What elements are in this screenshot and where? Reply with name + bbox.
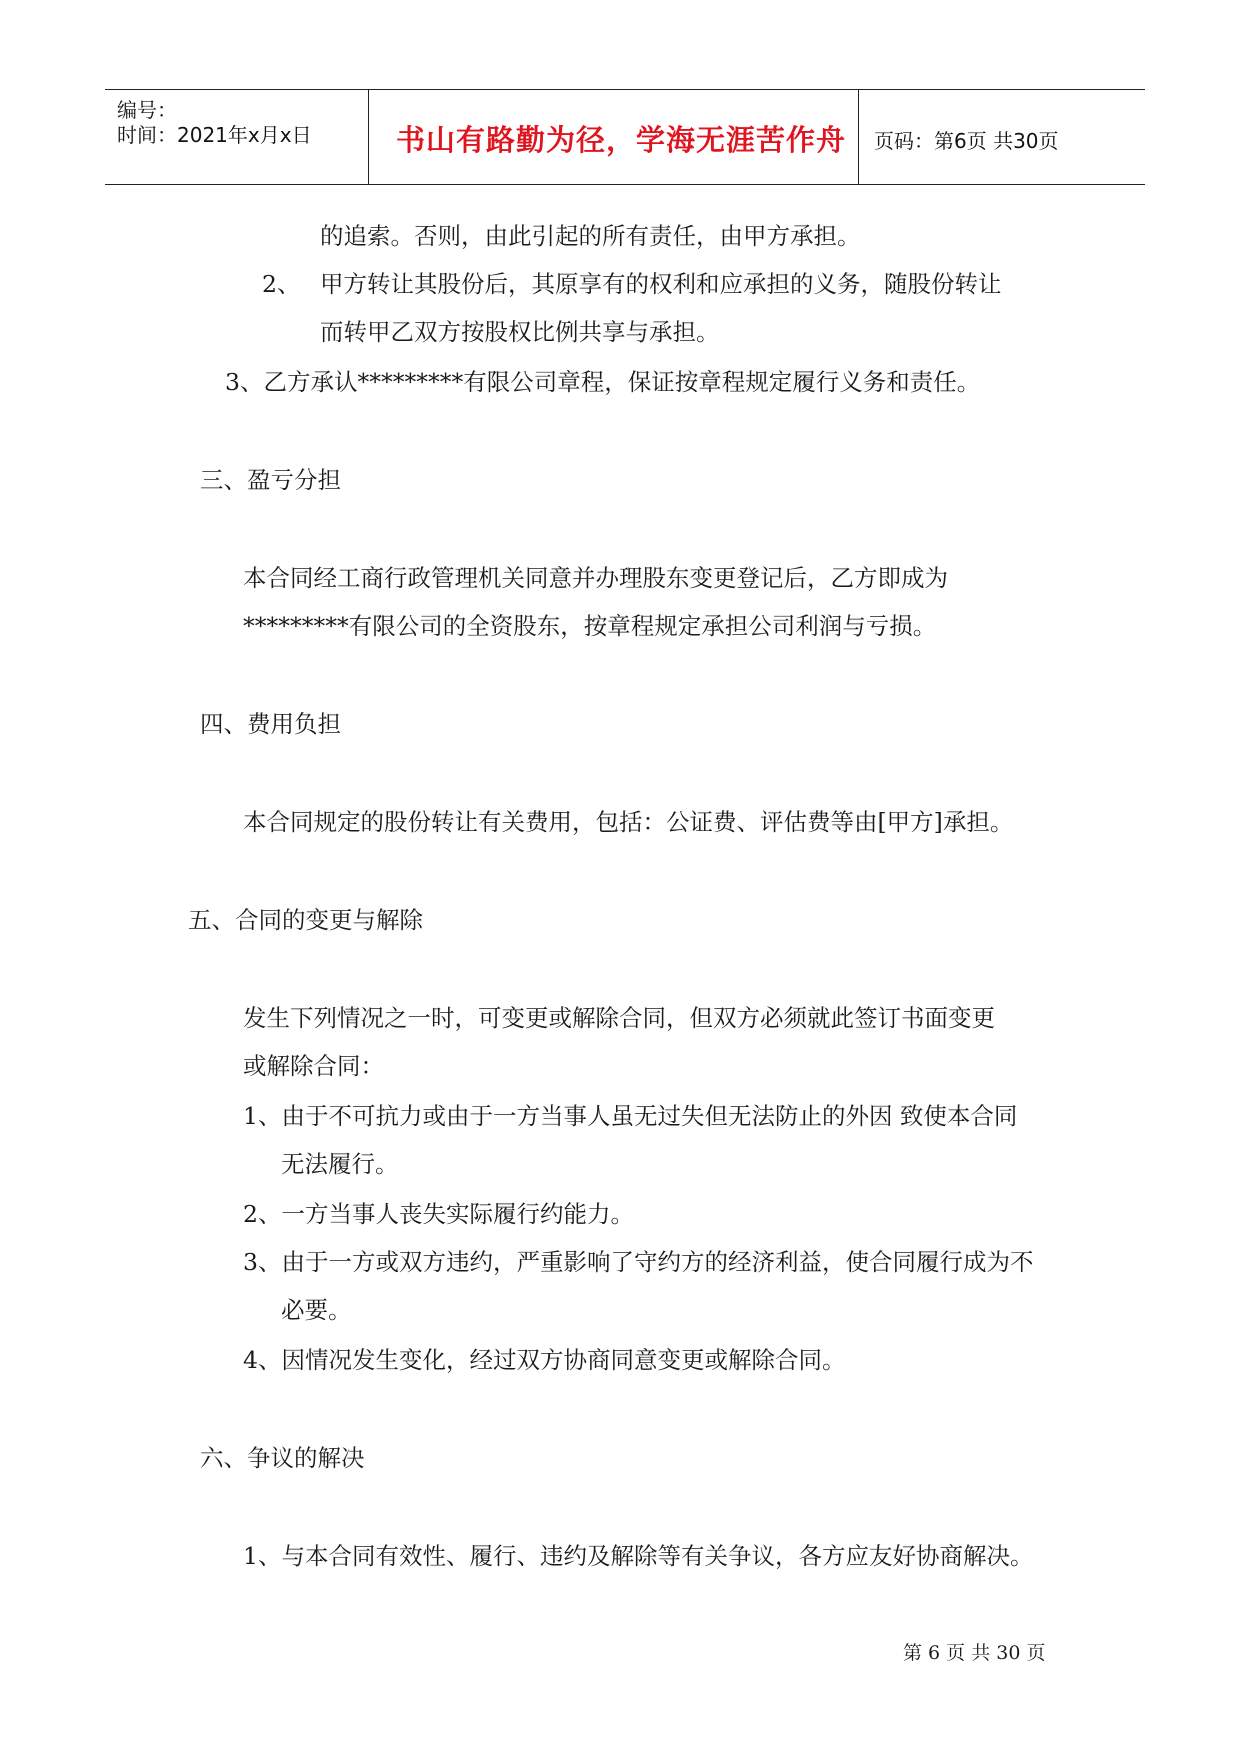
paragraph-line: 的追索。否则，由此引起的所有责任，由甲方承担。	[320, 222, 861, 250]
paragraph-line: 而转甲乙双方按股权比例共享与承担。	[320, 318, 720, 346]
page-info: 页码：第6页 共30页	[874, 129, 1059, 153]
header-divider	[858, 90, 859, 184]
paragraph-line: *********有限公司的全资股东，按章程规定承担公司利润与亏损。	[243, 612, 937, 640]
section-heading: 三、盈亏分担	[200, 466, 341, 494]
list-item: 1、由于不可抗力或由于一方当事人虽无过失但无法防止的外因 致使本合同	[243, 1102, 1018, 1130]
list-item-continuation: 无法履行。	[281, 1150, 399, 1178]
paragraph-line: 或解除合同：	[243, 1052, 384, 1080]
time-label: 时间：2021年x月x日	[117, 123, 312, 147]
list-item-continuation: 必要。	[281, 1296, 352, 1324]
header-motto: 书山有路勤为径，学海无涯苦作舟	[396, 123, 847, 157]
list-item: 2、一方当事人丧失实际履行约能力。	[243, 1200, 634, 1228]
page-footer: 第 6 页 共 30 页	[903, 1642, 1046, 1664]
paragraph-line: 3、乙方承认*********有限公司章程，保证按章程规定履行义务和责任。	[225, 368, 981, 396]
serial-label: 编号：	[117, 98, 177, 122]
paragraph-line: 本合同规定的股份转让有关费用，包括：公证费、评估费等由[甲方]承担。	[243, 808, 1014, 836]
section-heading: 四、费用负担	[200, 710, 341, 738]
section-heading: 五、合同的变更与解除	[188, 906, 423, 934]
header-divider	[368, 90, 369, 184]
list-number: 2、	[262, 270, 301, 298]
list-item: 3、由于一方或双方违约，严重影响了守约方的经济利益，使合同履行成为不	[243, 1248, 1034, 1276]
paragraph-line: 本合同经工商行政管理机关同意并办理股东变更登记后，乙方即成为	[243, 564, 948, 592]
section-heading: 六、争议的解决	[200, 1444, 365, 1472]
paragraph-line: 甲方转让其股份后，其原享有的权利和应承担的义务，随股份转让	[320, 270, 1002, 298]
paragraph-line: 发生下列情况之一时，可变更或解除合同，但双方必须就此签订书面变更	[243, 1004, 995, 1032]
list-item: 4、因情况发生变化，经过双方协商同意变更或解除合同。	[243, 1346, 846, 1374]
page-header	[105, 89, 1145, 185]
list-item: 1、与本合同有效性、履行、违约及解除等有关争议，各方应友好协商解决。	[243, 1542, 1034, 1570]
